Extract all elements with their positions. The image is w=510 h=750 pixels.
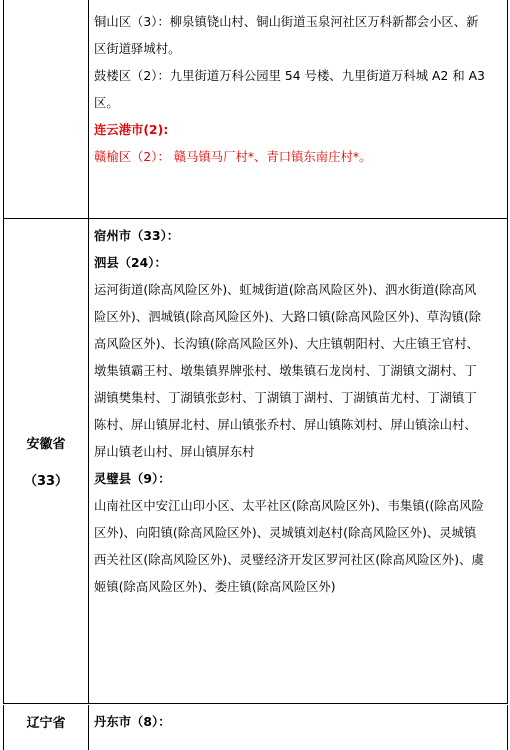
province-count: （33） xyxy=(23,474,69,489)
area-line: 陈村、屏山镇屏北村、屏山镇张乔村、屏山镇陈刘村、屏山镇涂山村、 xyxy=(94,418,477,432)
area-line: 姬镇(除高风险区外)、娄庄镇(除高风险区外) xyxy=(94,580,336,594)
province-cell xyxy=(4,219,88,703)
column-divider xyxy=(88,705,89,750)
district-line: 赣榆区（2）： 赣马镇马厂村*、青口镇东南庄村*。 xyxy=(94,150,372,164)
area-line: 高风险区外)、长沟镇(除高风险区外)、大庄镇朝阳村、大庄镇王官村、 xyxy=(94,337,479,351)
district-line: 区街道驿城村。 xyxy=(94,42,181,56)
area-cell xyxy=(94,223,499,601)
county-heading: 泗县（24）： xyxy=(94,256,167,270)
county-heading: 灵璧县（9）： xyxy=(94,472,171,486)
area-cell xyxy=(94,709,499,736)
risk-area-table xyxy=(3,0,507,746)
city-heading: 丹东市（8）： xyxy=(94,715,171,729)
city-heading: 连云港市(2): xyxy=(94,123,169,137)
table-row xyxy=(3,219,508,704)
district-line: 鼓楼区（2）：九里街道万科公园里 54 号楼、九里街道万科城 A2 和 A3 xyxy=(94,69,485,83)
province-name: 安徽省 xyxy=(26,437,66,452)
province-cell xyxy=(4,0,88,218)
area-line: 山南社区中安江山印小区、太平社区(除高风险区外)、韦集镇((除高风险 xyxy=(94,499,484,513)
table-row xyxy=(3,0,508,219)
area-line: 西关社区(除高风险区外)、灵璧经济开发区罗河社区(除高风险区外)、虞 xyxy=(94,553,484,567)
province-cell xyxy=(4,705,88,750)
area-line: 险区外)、泗城镇(除高风险区外)、大路口镇(除高风险区外)、草沟镇(除 xyxy=(94,310,482,324)
district-line: 区。 xyxy=(94,96,119,110)
area-line: 屏山镇老山村、屏山镇屏东村 xyxy=(94,445,255,459)
column-divider xyxy=(88,219,89,703)
column-divider xyxy=(88,0,89,218)
area-line: 区外)、向阳镇(除高风险区外)、灵城镇刘赵村(除高风险区外)、灵城镇 xyxy=(94,526,477,540)
table-row xyxy=(3,705,508,750)
province-name: 辽宁省 xyxy=(26,716,66,731)
city-heading: 宿州市（33）： xyxy=(94,229,180,243)
area-line: 墩集镇霸王村、墩集镇界牌张村、墩集镇石龙岗村、丁湖镇文湖村、丁 xyxy=(94,364,477,378)
area-cell xyxy=(94,9,499,171)
area-line: 运河街道(除高风险区外)、虹城街道(除高风险区外)、泗水街道(除高风 xyxy=(94,283,477,297)
district-line: 铜山区（3）：柳泉镇铙山村、铜山街道玉泉河社区万科新都会小区、新 xyxy=(94,15,479,29)
area-line: 湖镇樊集村、丁湖镇张彭村、丁湖镇丁湖村、丁湖镇苗尤村、丁湖镇丁 xyxy=(94,391,477,405)
